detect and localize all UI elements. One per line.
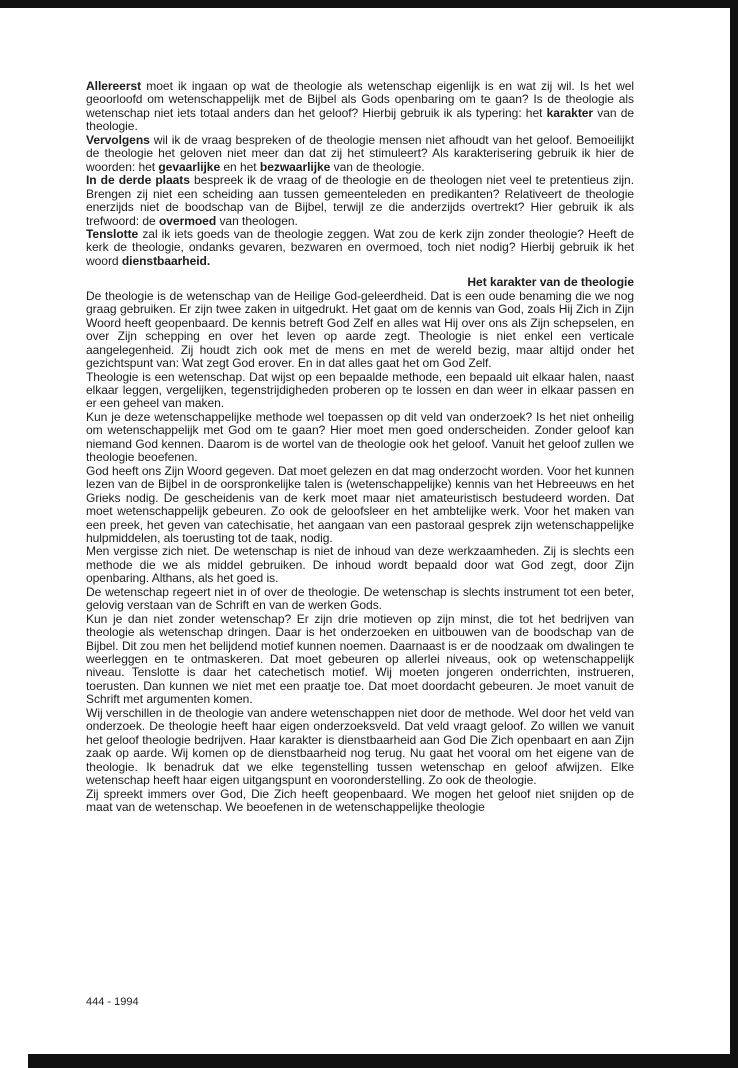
body-paragraph: De theologie is de wetenschap van de Heilige God-geleerdheid. Dat is een oude benaming die we nog graag gebruiken. Er zijn twee zaken in uitgedrukt. Het gaat om de kennis van God, zoals Hij Zich in Zijn Woord heeft geopenbaard. De kennis betreft God Zelf en alles wat Hij over ons als Zijn schepselen, en over Zijn schepping en over het leven op aarde zegt. Theologie is niet enkel een verticale aangelegenheid. Zij houdt zich ook met de mens en met de wereld bezig, maar altijd onder het gezichtspunt van: Wat zegt God erover. En in dat alles gaat het om God Zelf. xyxy=(86,288,634,371)
intro-paragraph-3: In de derde plaats bespreek ik de vraag of de theologie en de theologen niet veel te pretentieus zijn. Brengen zij niet een scheiding aan tussen gemeenteleden en predikanten? Relativeert de theologie enerzijds niet de boodschap van de Bijbel, terwijl ze die anderzijds overtrekt? Hier gebruik ik als trefwoord: de overmoed van theologen. xyxy=(86,173,635,228)
body-paragraph: De wetenschap regeert niet in of over de theologie. De wetenschap is slechts instrument tot een beter, gelovig verstaan van de Schrift en van de werken Gods. xyxy=(86,584,634,613)
body-paragraph: God heeft ons Zijn Woord gegeven. Dat moet gelezen en dat mag onderzocht worden. Voor het kunnen lezen van de Bijbel in de oorspronkelijke talen is (wetenschappelijke) kennis van het Hebreeuws en het Grieks nodig. De gescheidenis van de kerk moet maar niet amateuristisch bestudeerd worden. Dat moet wetenschappelijk gebeuren. Zo ook de geloofsleer en het ambtelijke werk. Voor het maken van een preek, het geven van catechisatie, het aangaan van een pastoraal gesprek zijn wetenschappelijke hulpmiddelen, als toerusting tot de taak, nodig. xyxy=(86,463,634,545)
intro-paragraph-4: Tenslotte zal ik iets goeds van de theologie zeggen. Wat zou de kerk zijn zonder theologie? Heeft de kerk de theologie, ondanks gevaren, bezwaren en overmoed, toch niet nodig? Hierbij gebruik ik het woord dienstbaarheid. xyxy=(86,226,634,268)
scan-border-right xyxy=(730,0,738,1068)
lead-word: In de derde plaats xyxy=(86,173,190,188)
key-term: overmoed xyxy=(158,213,217,228)
lead-word: Tenslotte xyxy=(86,226,139,241)
body-paragraph: Zij spreekt immers over God, Die Zich heeft geopenbaard. We mogen het geloof niet snijden op de maat van de wetenschap. We beoefenen in de wetenschappelijke theologie xyxy=(86,786,634,815)
intro-paragraph-1: Allereerst moet ik ingaan op wat de theologie als wetenschap eigenlijk is en wat zij wil. Is het wel geoorloofd om wetenschappelijk met de Bijbel als Gods openbaring om te gaan? Is de theologie als wetenschap niet iets totaal anders dan het geloof? Hierbij gebruik ik als typering: het karakter van de theologie. xyxy=(86,79,634,134)
page-number: 444 - 1994 xyxy=(86,996,139,1008)
body-paragraph: Theologie is een wetenschap. Dat wijst op een bepaalde methode, een bepaald uit elkaar halen, naast elkaar leggen, vergelijken, tegenstrijdigheden proberen op te lossen en dan weer in elkaar passen en er een geheel van maken. xyxy=(86,369,634,411)
scan-border-bottom xyxy=(28,1054,738,1068)
lead-word: Vervolgens xyxy=(86,132,150,147)
scan-border-top xyxy=(0,0,738,8)
body-paragraph: Wij verschillen in de theologie van andere wetenschappen niet door de methode. Wel door het veld van onderzoek. De theologie heeft haar eigen onderzoeksveld. Dat veld vraagt geloof. Zo willen we vanuit het geloof theologie bedrijven. Haar karakter is dienstbaarheid aan God Die Zich openbaart en aan Zijn zaak op aarde. Wij komen op de dienstbaarheid nog terug. Nu gaat het vooral om het eigene van de theologie. Ik benadruk dat we elke tegenstelling tussen wetenschap en geloof afwijzen. Elke wetenschap heeft haar eigen uitgangspunt en vooronderstelling. Zo ook de theologie. xyxy=(86,705,634,788)
body-paragraph: Kun je dan niet zonder wetenschap? Er zijn drie motieven op zijn minst, die tot het bedrijven van theologie als wetenschap dringen. Daar is het onderzoeken en uitbouwen van de boodschap van de Bijbel. Dit zou men het belijdend motief kunnen noemen. Daarnaast is er de noodzaak om dwalingen te weerleggen en te ontmaskeren. Dat moet gebeuren op allerlei niveaus, ook op wetenschappelijk niveau. Tenslotte is daar het catechetisch motief. Wij moeten jongeren onderrichten, instrueren, toerusten. Dan kunnen we niet met een praatje toe. Dat moet doordacht gebeuren. Je moet vanuit de Schrift met argumenten komen. xyxy=(86,611,634,707)
key-term: dienstbaarheid. xyxy=(121,253,211,268)
lead-word: Allereerst xyxy=(86,79,142,93)
section-heading: Het karakter van de theologie xyxy=(467,275,634,290)
body-paragraph: Men vergisse zich niet. De wetenschap is niet de inhoud van deze werkzaamheden. Zij is slechts een methode die we als middel gebruiken. De inhoud wordt bepaald door wat God zegt, door Zijn openbaring. Althans, als het goed is. xyxy=(86,544,634,586)
key-term: bezwaarlijke xyxy=(259,159,331,174)
key-term: karakter xyxy=(546,105,594,120)
intro-paragraph-2: Vervolgens wil ik de vraag bespreken of de theologie mensen niet afhoudt van het geloof. Bemoeilijkt de theologie het geloven niet meer dan dat zij het stimuleert? Als karakterisering gebruik ik hier de woorden: het gevaarlijke en het bezwaarlijke van de theologie. xyxy=(86,132,634,174)
article-body xyxy=(86,80,634,814)
key-term: gevaarlijke xyxy=(158,159,221,174)
body-paragraph: Kun je deze wetenschappelijke methode wel toepassen op dit veld van onderzoek? Is het niet onheilig om wetenschappelijk met God om te gaan? Hier moet men goed onderscheiden. Zonder geloof kan niemand God kennen. Daarom is de wortel van de theologie ook het geloof. Vanuit het geloof zullen we theologie beoefenen. xyxy=(86,409,634,465)
